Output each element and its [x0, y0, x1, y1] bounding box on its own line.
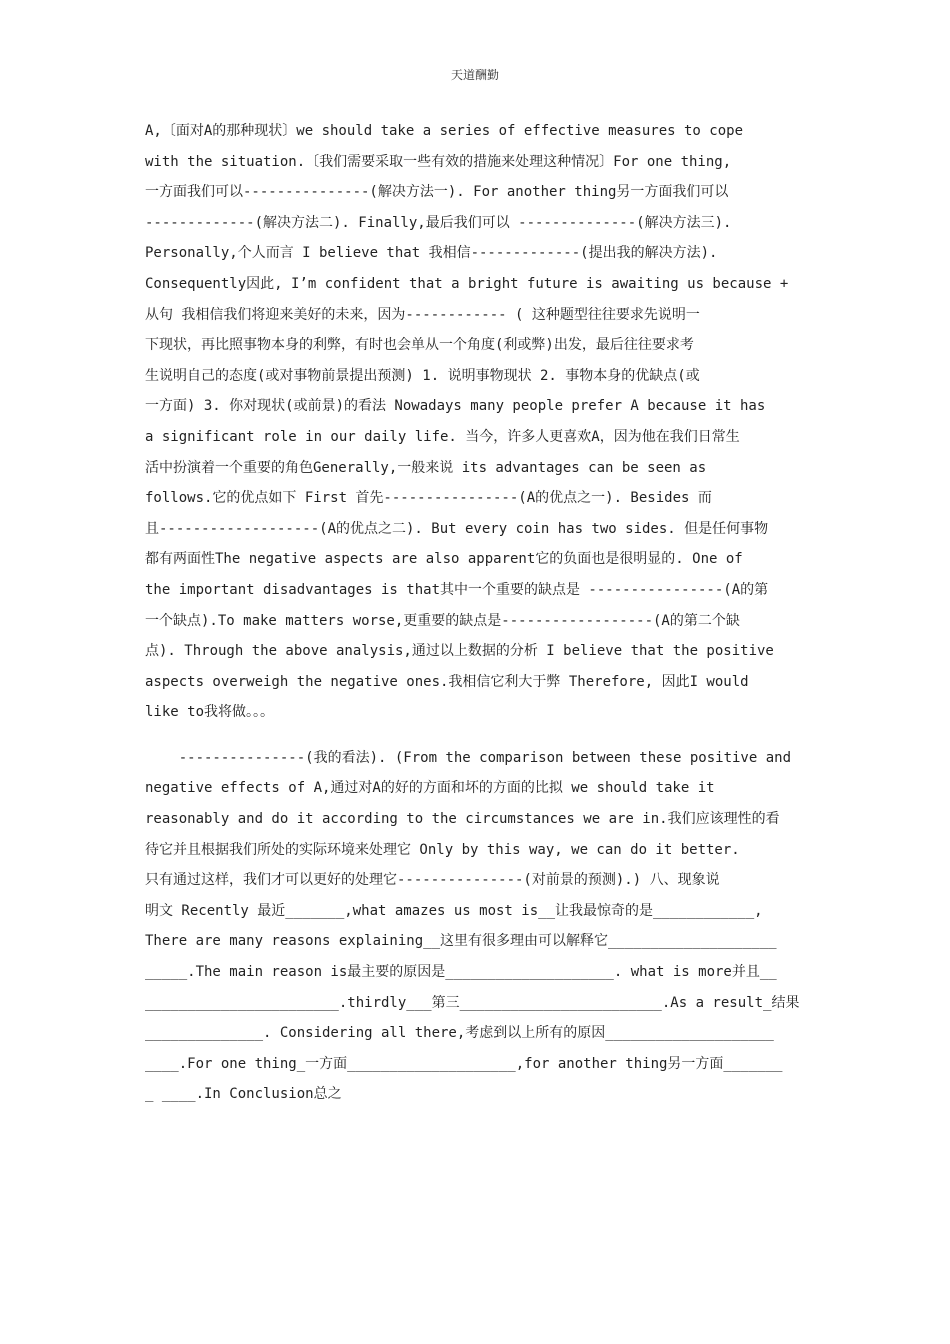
text-line: There are many reasons explaining__这里有很多理由可以解释它____________________ — [145, 933, 777, 950]
text-line: 生说明自己的态度(或对事物前景提出预测) 1. 说明事物现状 2. 事物本身的优缺点(或 — [145, 367, 700, 384]
text-line: -------------(解决方法二). Finally,最后我们可以 --------------(解决方法三). — [145, 214, 732, 231]
text-line: reasonably and do it according to the circumstances we are in.我们应该理性的看 — [145, 811, 780, 828]
text-line: 明文 Recently 最近_______,what amazes us most is__让我最惊奇的是____________, — [145, 902, 763, 919]
text-line: 活中扮演着一个重要的角色Generally,一般来说 its advantages can be seen as — [145, 459, 707, 476]
text-line: _____.The main reason is最主要的原因是____________________. what is more并且__ — [145, 964, 777, 981]
text-line: 点). Through the above analysis,通过以上数据的分析 I believe that the positive — [145, 643, 774, 660]
page-header: 天道酬勤 — [450, 68, 499, 82]
text-line: the important disadvantages is that其中一个重要的缺点是 ----------------(A的第 — [145, 581, 769, 598]
paragraph-gap — [145, 728, 805, 743]
text-line: 一个缺点).To make matters worse,更重要的缺点是------------------(A的第二个缺 — [145, 612, 740, 629]
text-line: _______________________.thirdly___第三________________________.As a result_结果 — [145, 994, 800, 1011]
text-line: a significant role in our daily life. 当今，许多人更喜欢A，因为他在我们日常生 — [145, 428, 740, 445]
text-line: ____.For one thing_一方面____________________,for another thing另一方面_______ — [145, 1055, 783, 1072]
text-line: follows.它的优点如下 First 首先----------------(A的优点之一). Besides 而 — [145, 490, 712, 507]
document-body — [145, 116, 805, 1110]
text-line: negative effects of A,通过对A的好的方面和坏的方面的比拟 we should take it — [145, 780, 715, 797]
text-line: 且-------------------(A的优点之二). But every coin has two sides. 但是任何事物 — [145, 520, 769, 537]
text-line: Personally,个人而言 I believe that 我相信-------------(提出我的解决方法). — [145, 245, 718, 262]
text-line: A,〔面对A的那种现状〕we should take a series of effective measures to cope — [145, 123, 744, 139]
text-line: 只有通过这样，我们才可以更好的处理它---------------(对前景的预测).) 八、现象说 — [145, 872, 720, 889]
text-line: 都有两面性The negative aspects are also apparent它的负面也是很明显的. One of — [145, 551, 743, 568]
text-line: aspects overweigh the negative ones.我相信它利大于弊 Therefore, 因此I would — [145, 673, 749, 690]
paragraph — [145, 743, 805, 1110]
text-line: 下现状，再比照事物本身的利弊，有时也会单从一个角度(利或弊)出发，最后往往要求考 — [145, 337, 694, 354]
text-line: like to我将做。。。 — [145, 704, 275, 721]
text-line: ______________. Considering all there,考虑到以上所有的原因____________________ — [145, 1025, 774, 1042]
paragraph — [145, 116, 805, 728]
text-line: ---------------(我的看法). (From the comparison between these positive and — [145, 749, 792, 766]
text-line: Consequently因此, I’m confident that a bright future is awaiting us because + — [145, 275, 789, 292]
text-line: 一方面我们可以---------------(解决方法一). For another thing另一方面我们可以 — [145, 184, 729, 201]
text-line: with the situation.〔我们需要采取一些有效的措施来处理这种情况〕For one thing, — [145, 153, 732, 170]
text-line: _ ____.In Conclusion总之 — [145, 1086, 342, 1103]
text-line: 一方面) 3. 你对现状(或前景)的看法 Nowadays many people prefer A because it has — [145, 398, 766, 415]
text-line: 待它并且根据我们所处的实际环境来处理它 Only by this way, we can do it better. — [145, 841, 740, 858]
text-line: 从句 我相信我们将迎来美好的未来，因为------------ ( 这种题型往往要求先说明一 — [145, 306, 700, 323]
